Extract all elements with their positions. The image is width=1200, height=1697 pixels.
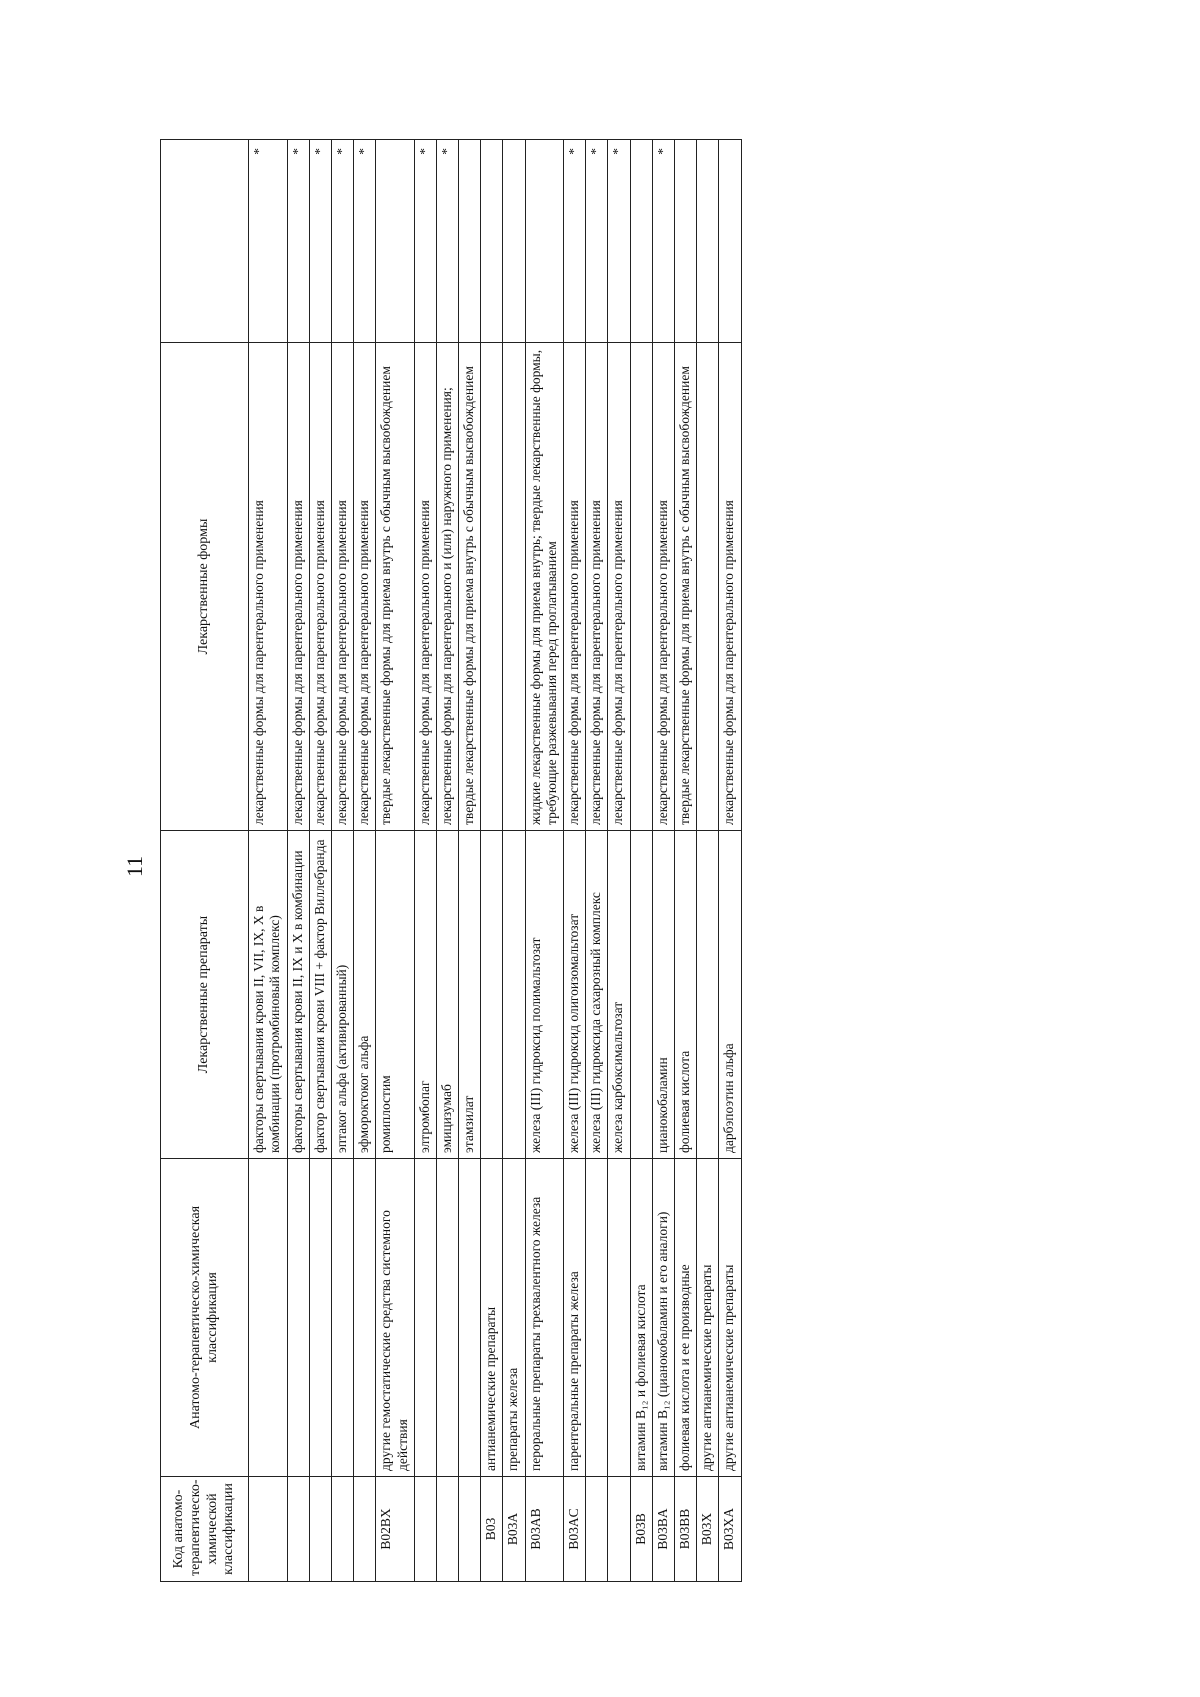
code-cell: B03X xyxy=(697,1477,719,1582)
form-cell: лекарственные формы для парентерального и (или) наружного применения; xyxy=(436,343,458,831)
classification-cell: другие гемостатические средства системного действия xyxy=(376,1159,414,1477)
drug-cell: факторы свертывания крови II, VII, IX, X в комбинации (протромбиновый комплекс) xyxy=(249,831,287,1159)
drug-cell xyxy=(481,831,503,1159)
classification-cell xyxy=(436,1159,458,1477)
classification-cell: парентеральные препараты железа xyxy=(564,1159,586,1477)
drug-cell: фактор свертывания крови VIII + фактор Виллебранда xyxy=(309,831,331,1159)
code-cell: B03AB xyxy=(525,1477,563,1582)
form-cell: лекарственные формы для парентерального применения xyxy=(309,343,331,831)
mark-cell xyxy=(697,140,719,343)
classification-cell xyxy=(459,1159,481,1477)
classification-cell xyxy=(287,1159,309,1477)
code-cell xyxy=(608,1477,630,1582)
classification-cell: витамин B₁₂ (цианокобаламин и его аналоги) xyxy=(652,1159,674,1477)
table-row xyxy=(719,140,741,1582)
header-row xyxy=(161,140,249,1582)
code-cell: B03BB xyxy=(674,1477,696,1582)
table-row xyxy=(564,140,586,1582)
drug-cell: фолиевая кислота xyxy=(674,831,696,1159)
table-row xyxy=(249,140,287,1582)
table-row xyxy=(309,140,331,1582)
form-cell: твердые лекарственные формы для приема внутрь с обычным высвобождением xyxy=(376,343,414,831)
mark-cell: * xyxy=(564,140,586,343)
classification-cell xyxy=(249,1159,287,1477)
code-cell xyxy=(331,1477,353,1582)
code-cell: B03A xyxy=(503,1477,525,1582)
classification-cell: фолиевая кислота и ее производные xyxy=(674,1159,696,1477)
drug-cell: дарбэпоэтин альфа xyxy=(719,831,741,1159)
table-row xyxy=(459,140,481,1582)
form-cell xyxy=(630,343,652,831)
table-row xyxy=(354,140,376,1582)
table-row xyxy=(586,140,608,1582)
drug-cell: железа (III) гидроксида сахарозный комплекс xyxy=(586,831,608,1159)
mark-cell: * xyxy=(354,140,376,343)
drug-cell xyxy=(630,831,652,1159)
mark-cell: * xyxy=(249,140,287,343)
code-cell: B03BA xyxy=(652,1477,674,1582)
drug-cell xyxy=(697,831,719,1159)
code-cell xyxy=(459,1477,481,1582)
form-cell: лекарственные формы для парентерального применения xyxy=(331,343,353,831)
drug-cell: эфмороктоког альфа xyxy=(354,831,376,1159)
mark-cell xyxy=(630,140,652,343)
mark-cell xyxy=(525,140,563,343)
header-classification: Анатомо-терапевтическо-химическая классификация xyxy=(161,1159,249,1477)
classification-cell: другие антианемические препараты xyxy=(697,1159,719,1477)
header-mark xyxy=(161,140,249,343)
table-row xyxy=(503,140,525,1582)
code-cell xyxy=(354,1477,376,1582)
code-cell xyxy=(287,1477,309,1582)
drug-cell: железа (III) гидроксид полимальтозат xyxy=(525,831,563,1159)
code-cell: B03 xyxy=(481,1477,503,1582)
mark-cell: * xyxy=(414,140,436,343)
mark-cell xyxy=(459,140,481,343)
mark-cell: * xyxy=(287,140,309,343)
form-cell: лекарственные формы для парентерального применения xyxy=(564,343,586,831)
mark-cell xyxy=(481,140,503,343)
mark-cell: * xyxy=(436,140,458,343)
form-cell: лекарственные формы для парентерального применения xyxy=(414,343,436,831)
header-forms: Лекарственные формы xyxy=(161,343,249,831)
table-row xyxy=(376,140,414,1582)
classification-cell xyxy=(608,1159,630,1477)
form-cell: лекарственные формы для парентерального применения xyxy=(586,343,608,831)
drug-cell: этамзилат xyxy=(459,831,481,1159)
form-cell: твердые лекарственные формы для приема внутрь с обычным высвобождением xyxy=(674,343,696,831)
mark-cell xyxy=(376,140,414,343)
mark-cell: * xyxy=(586,140,608,343)
table-row xyxy=(481,140,503,1582)
drug-cell: ромиплостим xyxy=(376,831,414,1159)
table-row xyxy=(630,140,652,1582)
form-cell: лекарственные формы для парентерального применения xyxy=(719,343,741,831)
drug-cell: железа (III) гидроксид олигоизомальтозат xyxy=(564,831,586,1159)
classification-cell: препараты железа xyxy=(503,1159,525,1477)
page-number: 11 xyxy=(122,855,147,877)
table-row xyxy=(287,140,309,1582)
table-row xyxy=(414,140,436,1582)
form-cell: лекарственные формы для парентерального применения xyxy=(354,343,376,831)
mark-cell: * xyxy=(652,140,674,343)
code-cell: B03B xyxy=(630,1477,652,1582)
classification-cell: другие антианемические препараты xyxy=(719,1159,741,1477)
drug-cell: эмицизумаб xyxy=(436,831,458,1159)
drug-cell: элтромбопаг xyxy=(414,831,436,1159)
table-row xyxy=(652,140,674,1582)
code-cell xyxy=(436,1477,458,1582)
form-cell: лекарственные формы для парентерального применения xyxy=(652,343,674,831)
form-cell xyxy=(697,343,719,831)
classification-cell xyxy=(309,1159,331,1477)
classification-cell xyxy=(354,1159,376,1477)
classification-cell: витамин B₁₂ и фолиевая кислота xyxy=(630,1159,652,1477)
mark-cell xyxy=(503,140,525,343)
form-cell xyxy=(503,343,525,831)
form-cell: лекарственные формы для парентерального применения xyxy=(249,343,287,831)
form-cell: лекарственные формы для парентерального применения xyxy=(608,343,630,831)
table-row xyxy=(525,140,563,1582)
code-cell xyxy=(249,1477,287,1582)
header-drugs: Лекарственные препараты xyxy=(161,831,249,1159)
form-cell: жидкие лекарственные формы для приема внутрь; твердые лекарственные формы, требующие разжевывания перед проглатыванием xyxy=(525,343,563,831)
mark-cell: * xyxy=(309,140,331,343)
table-row xyxy=(608,140,630,1582)
mark-cell xyxy=(719,140,741,343)
drug-cell: эптаког альфа (активированный) xyxy=(331,831,353,1159)
table-row xyxy=(697,140,719,1582)
table-row xyxy=(674,140,696,1582)
table-row xyxy=(436,140,458,1582)
form-cell: твердые лекарственные формы для приема внутрь с обычным высвобождением xyxy=(459,343,481,831)
mark-cell: * xyxy=(331,140,353,343)
classification-cell: пероральные препараты трехвалентного железа xyxy=(525,1159,563,1477)
drug-cell: железа карбоксимальтозат xyxy=(608,831,630,1159)
drug-cell: цианокобаламин xyxy=(652,831,674,1159)
code-cell: B03AC xyxy=(564,1477,586,1582)
form-cell xyxy=(481,343,503,831)
classification-cell xyxy=(331,1159,353,1477)
header-code: Код анатомо-терапевтическо-химической классификации xyxy=(161,1477,249,1582)
drug-cell: факторы свертывания крови II, IX и X в комбинации xyxy=(287,831,309,1159)
mark-cell xyxy=(674,140,696,343)
classification-cell xyxy=(414,1159,436,1477)
code-cell xyxy=(586,1477,608,1582)
code-cell: B03XA xyxy=(719,1477,741,1582)
drug-cell xyxy=(503,831,525,1159)
form-cell: лекарственные формы для парентерального применения xyxy=(287,343,309,831)
code-cell: B02BX xyxy=(376,1477,414,1582)
classification-cell: антианемические препараты xyxy=(481,1159,503,1477)
drug-table xyxy=(160,139,742,1582)
code-cell xyxy=(414,1477,436,1582)
code-cell xyxy=(309,1477,331,1582)
mark-cell: * xyxy=(608,140,630,343)
table-row xyxy=(331,140,353,1582)
classification-cell xyxy=(586,1159,608,1477)
